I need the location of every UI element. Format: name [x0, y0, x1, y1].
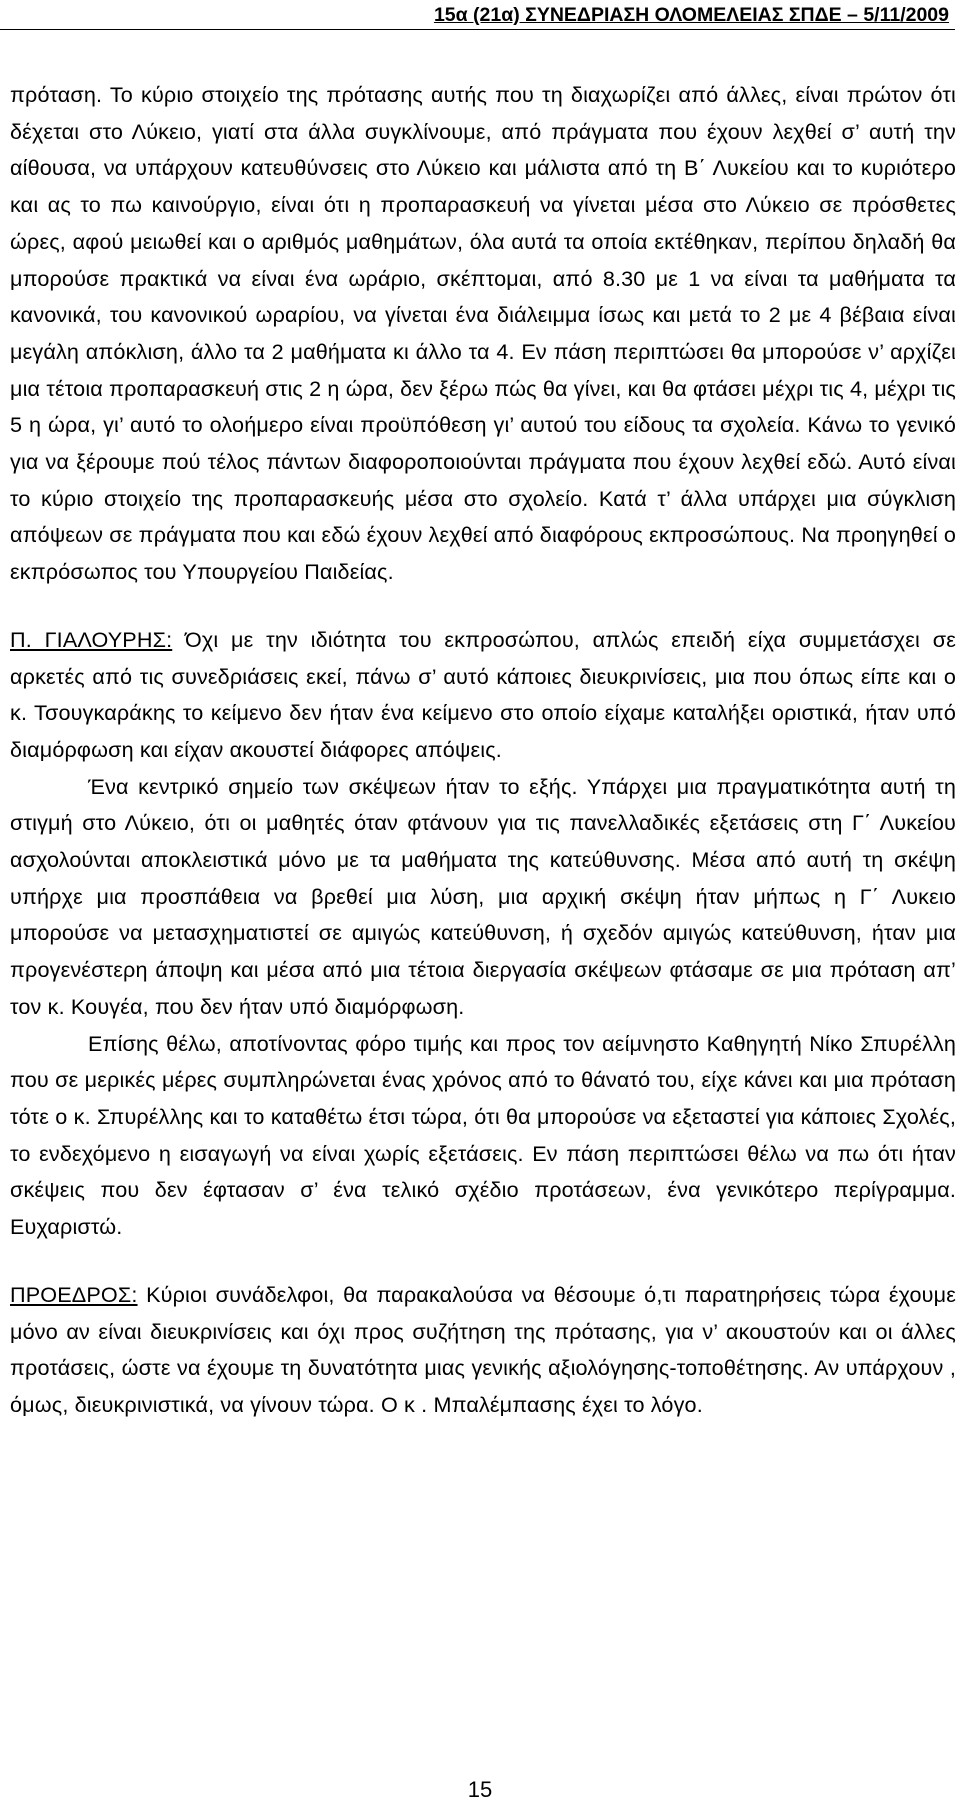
document-body: [10, 77, 956, 1424]
page-header: [0, 0, 955, 30]
paragraph-5: [10, 1277, 956, 1424]
header-title: 15α (21α) ΣΥΝΕΔΡΙΑΣΗ ΟΛΟΜΕΛΕΙΑΣ ΣΠΔΕ – 5/11/2009: [433, 4, 949, 26]
paragraph-2-text: Όχι με την ιδιότητα του εκπροσώπου, απλώς επειδή είχα συμμετάσχει σε αρκετές από τις συνεδριάσεις εκεί, πάνω σ’ αυτό κάποιες διευκρινίσεις, μια που όπως είπε και ο κ. Τσουγκαράκης το κείμενο δεν ήταν ένα κείμενο στο οποίο είχαμε καταλήξει οριστικά, ήταν υπό διαμόρφωση και είχαν ακουστεί διάφορες απόψεις.: [10, 626, 956, 762]
page-number: 15: [467, 1777, 493, 1802]
paragraph-2: [10, 622, 956, 769]
paragraph-5-text: Κύριοι συνάδελφοι, θα παρακαλούσα να θέσουμε ό,τι παρατηρήσεις τώρα έχουμε μόνο αν είναι διευκρινίσεις και όχι προς συζήτηση της πρότασης, για ν’ ακουστούν και οι άλλες προτάσεις, ώστε να έχουμε τη δυνατότητα μιας γενικής αξιολόγησης-τοποθέτησης. Αν υπάρχουν , όμως, διευκρινιστικά, να γίνουν τώρα. Ο κ . Μπαλέμπασης έχει το λόγο.: [10, 1281, 956, 1417]
paragraph-4: [10, 1026, 956, 1246]
paragraph-3-text: Ένα κεντρικό σημείο των σκέψεων ήταν το εξής. Υπάρχει μια πραγματικότητα αυτή τη στιγμή στο Λύκειο, ότι οι μαθητές όταν φτάνουν για τις πανελλαδικές εξετάσεις στη Γ΄ Λυκείου ασχολούνται αποκλειστικά μόνο με τα μαθήματα της κατεύθυνσης. Μέσα από αυτή τη σκέψη υπήρχε μια προσπάθεια να βρεθεί μια λύση, μια αρχική σκέψη ήταν μήπως η Γ΄ Λυκειο μπορούσε να μετασχηματιστεί σε αμιγώς κατεύθυνση, ή σχεδόν αμιγώς κατεύθυνση, ήταν μια προγενέστερη άποψη και μέσα από μια τέτοια διεργασία σκέψεων φτάσαμε σε μια πρόταση απ’ τον κ. Κουγέα, που δεν ήταν υπό διαμόρφωση.: [10, 773, 956, 1019]
speaker-name-gialouris: Π. ΓΙΑΛΟΥΡΗΣ:: [10, 626, 173, 652]
paragraph-4-text: Επίσης θέλω, αποτίνοντας φόρο τιμής και προς τον αείμνηστο Καθηγητή Νίκο Σπυρέλλη που σε μερικές μέρες συμπληρώνεται ένας χρόνος από το θάνατό του, είχε κάνει και μια πρόταση τότε ο κ. Σπυρέλλης και το καταθέτω έτσι τώρα, ότι θα μπορούσε να εξεταστεί για κάποιες Σχολές, το ενδεχόμενο η εισαγωγή να είναι χωρίς εξετάσεις. Εν πάση περιπτώσει θέλω να πω ότι ήταν σκέψεις που δεν έφτασαν σ’ ένα τελικό σχέδιο προτάσεων, ένα γενικότερο περίγραμμα. Ευχαριστώ.: [10, 1030, 956, 1240]
paragraph-3: [10, 769, 956, 1026]
speaker-name-president: ΠΡΟΕΔΡΟΣ:: [10, 1281, 138, 1307]
paragraph-1: πρόταση. Το κύριο στοιχείο της πρότασης αυτής που τη διαχωρίζει από άλλες, είναι πρώτον ότι δέχεται στο Λύκειο, γιατί στα άλλα συγκλίνουμε, από πράγματα που έχουν λεχθεί σ’ αυτή την αίθουσα, να υπάρχουν κατευθύνσεις στο Λύκειο και μάλιστα από τη Β΄ Λυκείου και το κυριότερο και ας το πω καινούργιο, είναι ότι η προπαρασκευή να γίνεται μέσα στο Λύκειο σε πρόσθετες ώρες, αφού μειωθεί και ο αριθμός μαθημάτων, όλα αυτά τα οποία εκτέθηκαν, περίπου δηλαδή θα μπορούσε πρακτικά να είναι ένα ωράριο, σκέπτομαι, από 8.30 με 1 να είναι τα μαθήματα τα κανονικά, του κανονικού ωραρίου, να γίνεται ένα διάλειμμα ίσως και μετά το 2 με 4 βέβαια είναι μεγάλη απόκλιση, άλλο τα 2 μαθήματα κι άλλο τα 4. Εν πάση περιπτώσει θα μπορούσε ν’ αρχίζει μια τέτοια προπαρασκευή στις 2 η ώρα, δεν ξέρω πώς θα γίνει, και θα φτάσει μέχρι τις 4, μέχρι τις 5 η ώρα, γι’ αυτό το ολοήμερο είναι προϋπόθεση γι’ αυτού του είδους τα σχολεία. Κάνω το γενικό για να ξέρουμε πού τέλος πάντων διαφοροποιούνται πράγματα που έχουν λεχθεί εδώ. Αυτό είναι το κύριο στοιχείο της προπαρασκευής μέσα στο σχολείο. Κατά τ’ άλλα υπάρχει μια σύγκλιση απόψεων σε πράγματα που και εδώ έχουν λεχθεί από διαφόρους εκπροσώπους. Να προηγηθεί ο εκπρόσωπος του Υπουργείου Παιδείας.: [10, 82, 956, 585]
